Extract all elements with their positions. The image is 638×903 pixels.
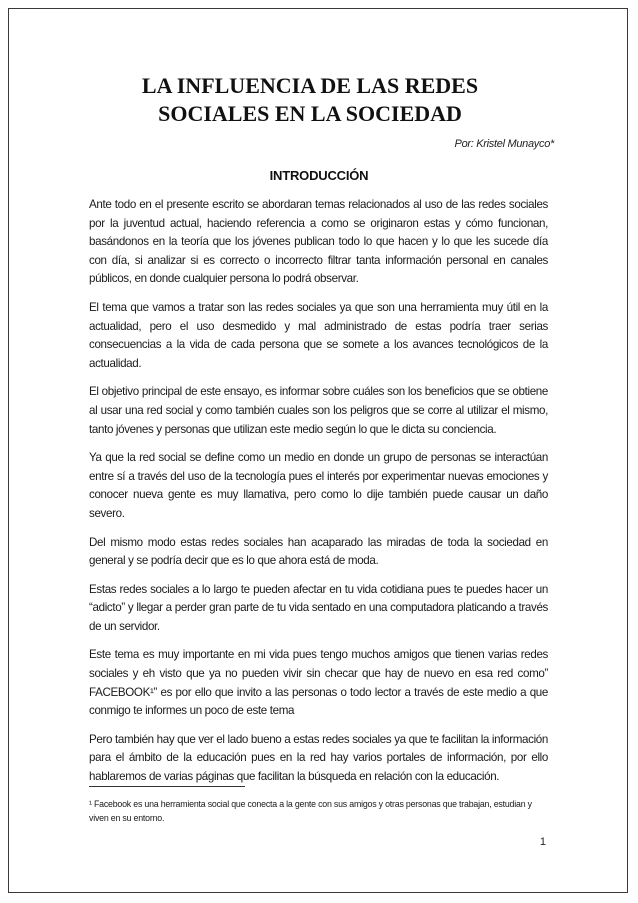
paragraph: Pero también hay que ver el lado bueno a estas redes sociales ya que te facilitan la información para el ámbito de la educación pues en la red hay varios portales de información, por ello hablaremos de varias páginas que facilitan la búsqueda en relación con la educación. — [89, 732, 548, 784]
paragraph: Ya que la red social se define como un medio en donde un grupo de personas se interactúan entre sí a través del uso de la tecnología pues el interés por experimentar nuevas emociones y conocer nueva gente es muy llamativa, pero como lo dije también puede causar un daño severo. — [89, 451, 548, 520]
paragraph: El tema que vamos a tratar son las redes sociales ya que son una herramienta muy útil en la actualidad, pero el uso desmedido y mal administrado de estas podría traer serias consecuencias a la vida de cada persona que se somete a los avances tecnológicos de la actualidad. — [89, 300, 548, 370]
title-line-1: LA INFLUENCIA DE LAS REDES — [141, 73, 479, 98]
paragraph: El objetivo principal de este ensayo, es informar sobre cuáles son los beneficios que se obtiene al usar una red social y como también cuales son los peligros que se corre al utilizar el mismo, tanto jóvenes y personas que utilizan este medio según lo que le dicta su conciencia. — [89, 385, 548, 436]
footnote: ¹ Facebook es una herramienta social que conecta a la gente con sus amigos y otras personas que trabajan, estudian y viven en su entorno. — [89, 799, 532, 823]
paragraph: Este tema es muy importante en mi vida pues tengo muchos amigos que tienen varias redes sociales y eh visto que ya no pueden vivir sin checar que hay de nuevo en esa red como” FACEBOOK¹” es por ello que invito a las personas o todo lector a través de este medio a que conmigo te informes un poco de este tema — [89, 648, 548, 718]
paragraph: Estas redes sociales a lo largo te pueden afectar en tu vida cotidiana pues te puedes hacer un “adicto” y llegar a perder gran parte de tu vida sentado en una computadora platicando a través de un servidor. — [89, 582, 548, 633]
paragraph: Del mismo modo estas redes sociales han acaparado las miradas de toda la sociedad en general y se podría decir que es lo que ahora está de moda. — [89, 535, 548, 568]
page-number: 1 — [539, 836, 546, 848]
body-text — [89, 196, 548, 797]
section-heading: INTRODUCCIÓN — [269, 168, 369, 183]
paragraph: Ante todo en el presente escrito se abordaran temas relacionados al uso de las redes sociales por la juventud actual, haciendo referencia a como se originaron estas y cómo funcionan, basándonos en la teoría que los jóvenes publican todo lo que hacen y lo que les sucede día con día, si analizar si es correcto o incorrecto filtrar tanta información personal en canales públicos, en donde cualquier persona lo podrá observar. — [89, 198, 548, 286]
footnote-divider — [89, 786, 245, 787]
author-byline: Por: Kristel Munayco* — [454, 138, 554, 150]
title-line-2: SOCIALES EN LA SOCIEDAD — [158, 101, 462, 126]
document-title — [60, 72, 560, 128]
